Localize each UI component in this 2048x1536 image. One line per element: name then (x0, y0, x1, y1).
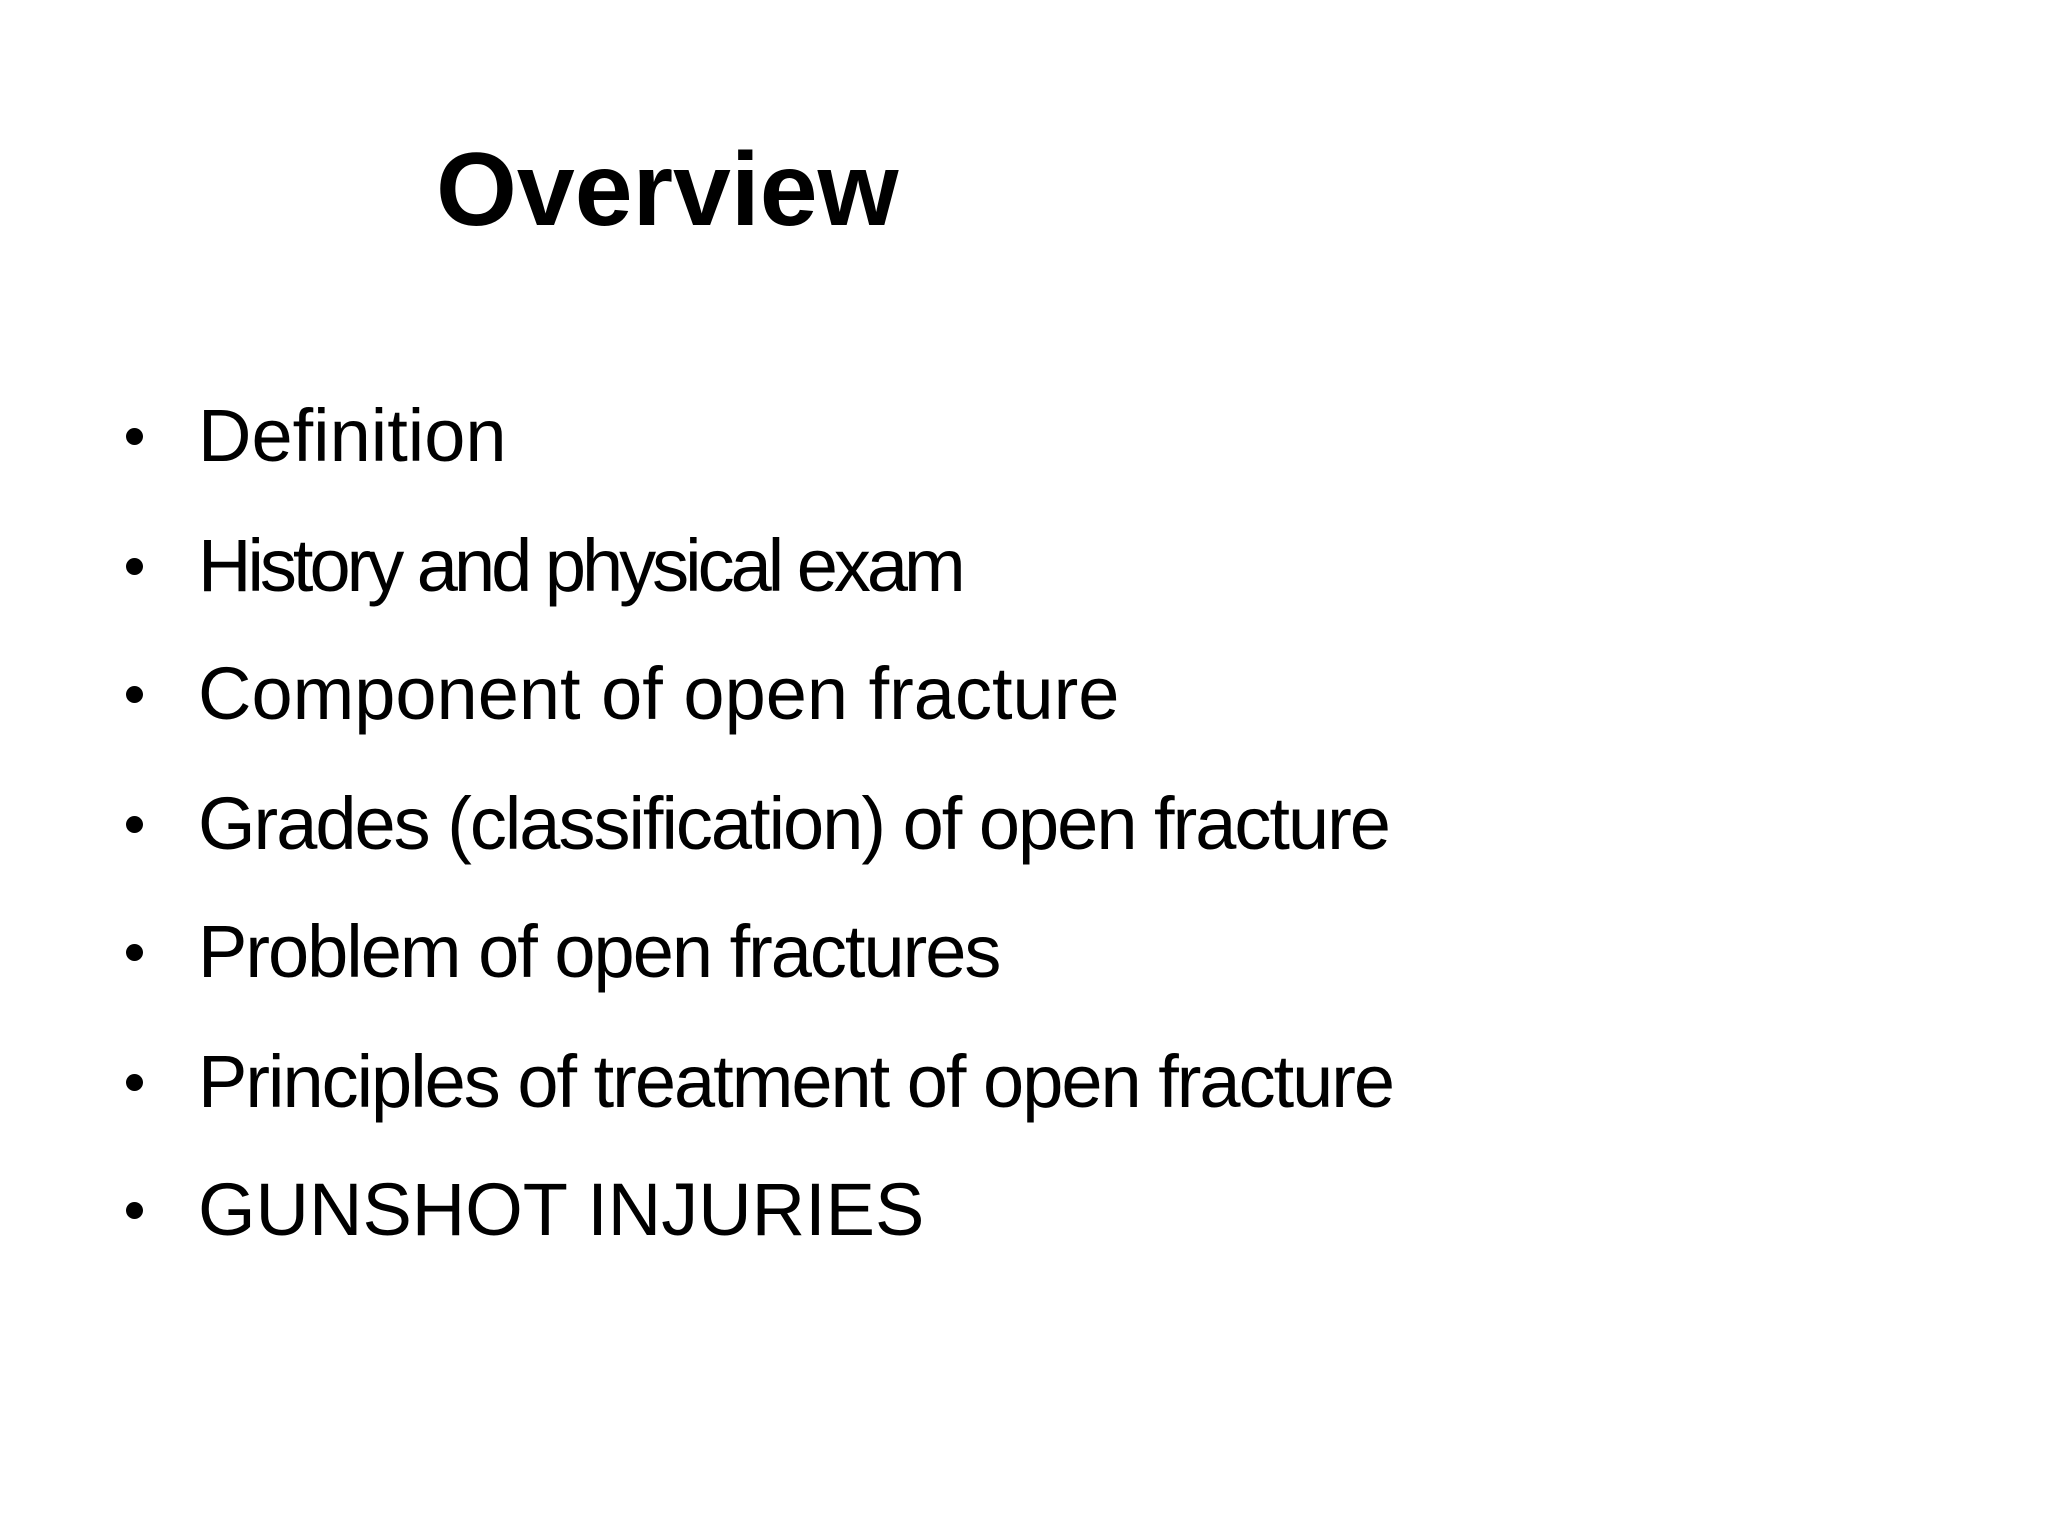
list-item-text: GUNSHOT INJURIES (198, 1168, 925, 1251)
list-item (126, 388, 507, 484)
list-item-text: Principles of treatment of open fracture (198, 1040, 1394, 1123)
list-item-text: Grades (classification) of open fracture (198, 782, 1389, 865)
bullet-icon (126, 1074, 143, 1091)
bullet-icon (126, 944, 143, 961)
bullet-icon (126, 816, 143, 833)
list-item (126, 1162, 924, 1258)
bullet-icon (126, 558, 143, 575)
bullet-icon (126, 428, 143, 445)
slide-title: Overview (436, 132, 899, 248)
list-item (126, 776, 1389, 872)
list-item-text: History and physical exam (198, 524, 962, 607)
list-item (126, 1034, 1393, 1130)
list-item-text: Problem of open fractures (198, 910, 1000, 993)
list-item-text: Component of open fracture (198, 652, 1120, 735)
list-item (126, 646, 1119, 742)
bullet-icon (126, 1202, 143, 1219)
list-item (126, 518, 962, 614)
bullet-icon (126, 686, 143, 703)
list-item-text: Definition (198, 394, 507, 477)
list-item (126, 904, 999, 1000)
